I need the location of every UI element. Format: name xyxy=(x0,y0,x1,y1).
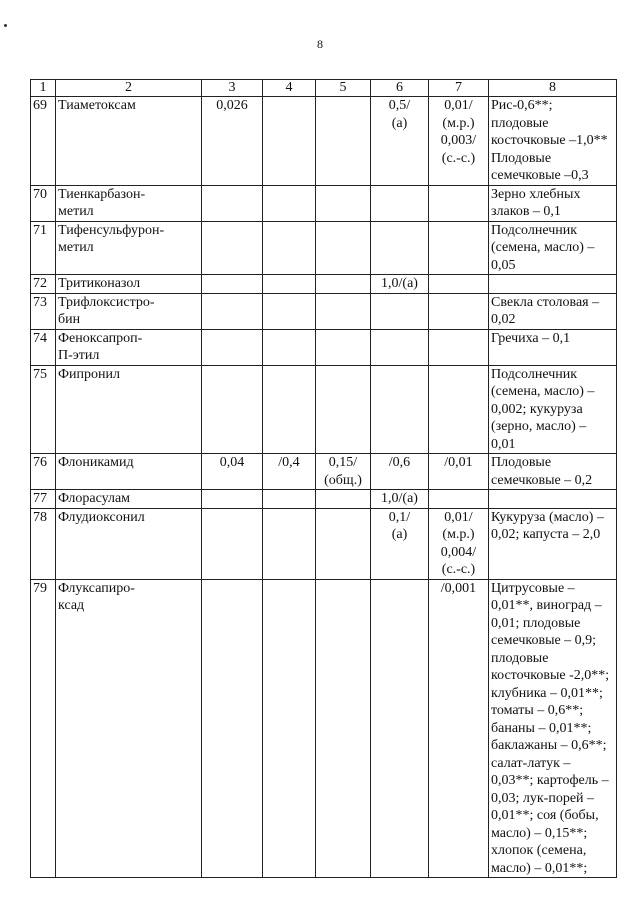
substance-name: Флудиоксонил xyxy=(56,508,202,579)
cell-col6: /0,6 xyxy=(371,454,429,490)
cell-col3 xyxy=(202,508,263,579)
cell-col3 xyxy=(202,185,263,221)
cell-col3: 0,026 xyxy=(202,97,263,186)
cell-col6: 0,1/ (а) xyxy=(371,508,429,579)
table-row xyxy=(31,97,617,186)
cell-col3 xyxy=(202,490,263,509)
row-number: 69 xyxy=(31,97,56,186)
cell-col7: /0,01 xyxy=(429,454,489,490)
row-number: 72 xyxy=(31,275,56,294)
cell-col3: 0,04 xyxy=(202,454,263,490)
column-header: 5 xyxy=(316,80,371,97)
residue-limits: Зерно хлебных злаков – 0,1 xyxy=(489,185,617,221)
row-number: 70 xyxy=(31,185,56,221)
cell-col5 xyxy=(316,221,371,275)
cell-col5 xyxy=(316,490,371,509)
cell-col3 xyxy=(202,293,263,329)
table-row xyxy=(31,365,617,454)
table-row xyxy=(31,275,617,294)
substance-name: Флуксапиро- ксад xyxy=(56,579,202,878)
residue-limits: Свекла столовая – 0,02 xyxy=(489,293,617,329)
residue-limits xyxy=(489,490,617,509)
residue-limits: Кукуруза (масло) – 0,02; капуста – 2,0 xyxy=(489,508,617,579)
table-header-row xyxy=(31,80,617,97)
cell-col6 xyxy=(371,185,429,221)
row-number: 76 xyxy=(31,454,56,490)
residue-limits: Плодовые семечковые – 0,2 xyxy=(489,454,617,490)
cell-col3 xyxy=(202,579,263,878)
residue-limits: Гречиха – 0,1 xyxy=(489,329,617,365)
substance-name: Тиаметоксам xyxy=(56,97,202,186)
cell-col5 xyxy=(316,293,371,329)
residue-limits: Подсолнечник (семена, масло) – 0,002; кукуруза (зерно, масло) – 0,01 xyxy=(489,365,617,454)
cell-col6 xyxy=(371,293,429,329)
column-header: 4 xyxy=(263,80,316,97)
row-number: 73 xyxy=(31,293,56,329)
cell-col4 xyxy=(263,221,316,275)
cell-col4 xyxy=(263,185,316,221)
substance-name: Феноксапроп- П-этил xyxy=(56,329,202,365)
table-row xyxy=(31,508,617,579)
residue-limits: Подсолнечник (семена, масло) – 0,05 xyxy=(489,221,617,275)
cell-col5 xyxy=(316,329,371,365)
column-header: 1 xyxy=(31,80,56,97)
substance-name: Тритиконазол xyxy=(56,275,202,294)
row-number: 79 xyxy=(31,579,56,878)
substance-name: Флорасулам xyxy=(56,490,202,509)
cell-col6 xyxy=(371,221,429,275)
cell-col4 xyxy=(263,293,316,329)
column-header: 7 xyxy=(429,80,489,97)
row-number: 74 xyxy=(31,329,56,365)
row-number: 77 xyxy=(31,490,56,509)
cell-col6: 1,0/(а) xyxy=(371,275,429,294)
cell-col7 xyxy=(429,221,489,275)
cell-col5 xyxy=(316,185,371,221)
cell-col7 xyxy=(429,490,489,509)
cell-col3 xyxy=(202,329,263,365)
cell-col5: 0,15/ (общ.) xyxy=(316,454,371,490)
cell-col5 xyxy=(316,365,371,454)
cell-col4 xyxy=(263,329,316,365)
cell-col7 xyxy=(429,293,489,329)
residue-limits xyxy=(489,275,617,294)
cell-col4 xyxy=(263,490,316,509)
column-header: 2 xyxy=(56,80,202,97)
cell-col4: /0,4 xyxy=(263,454,316,490)
substance-name: Тифенсульфурон- метил xyxy=(56,221,202,275)
cell-col3 xyxy=(202,365,263,454)
cell-col7: 0,01/ (м.р.) 0,003/ (с.-с.) xyxy=(429,97,489,186)
residue-limits: Рис-0,6**; плодовые косточковые –1,0** Плодовые семечковые –0,3 xyxy=(489,97,617,186)
cell-col5 xyxy=(316,97,371,186)
page-number: 8 xyxy=(317,37,323,51)
regulation-table xyxy=(30,79,617,878)
substance-name: Трифлоксистро- бин xyxy=(56,293,202,329)
cell-col6 xyxy=(371,579,429,878)
cell-col6 xyxy=(371,329,429,365)
table-row xyxy=(31,454,617,490)
cell-col7 xyxy=(429,185,489,221)
cell-col5 xyxy=(316,579,371,878)
table-body xyxy=(31,80,617,878)
substance-name: Флоникамид xyxy=(56,454,202,490)
scan-speck xyxy=(4,24,7,27)
cell-col5 xyxy=(316,275,371,294)
substance-name: Тиенкарбазон- метил xyxy=(56,185,202,221)
table-row xyxy=(31,185,617,221)
cell-col4 xyxy=(263,365,316,454)
column-header: 8 xyxy=(489,80,617,97)
cell-col4 xyxy=(263,97,316,186)
cell-col6: 0,5/ (а) xyxy=(371,97,429,186)
cell-col3 xyxy=(202,275,263,294)
cell-col6 xyxy=(371,365,429,454)
table-row xyxy=(31,329,617,365)
cell-col7 xyxy=(429,365,489,454)
substance-name: Фипронил xyxy=(56,365,202,454)
cell-col4 xyxy=(263,275,316,294)
cell-col5 xyxy=(316,508,371,579)
table-row xyxy=(31,490,617,509)
cell-col6: 1,0/(а) xyxy=(371,490,429,509)
table-row xyxy=(31,221,617,275)
table-row xyxy=(31,579,617,878)
residue-limits: Цитрусовые – 0,01**, виноград – 0,01; плодовые семечковые – 0,9; плодовые косточковые -2,0**; клубника – 0,01**; томаты – 0,6**; бананы – 0,01**; баклажаны – 0,6**; салат-латук – 0,03**; картофель – 0,03; лук-порей – 0,01**; соя (бобы, масло) – 0,15**; хлопок (семена, масло) – 0,01**; xyxy=(489,579,617,878)
row-number: 71 xyxy=(31,221,56,275)
table-row xyxy=(31,293,617,329)
column-header: 3 xyxy=(202,80,263,97)
cell-col4 xyxy=(263,579,316,878)
cell-col7: /0,001 xyxy=(429,579,489,878)
row-number: 78 xyxy=(31,508,56,579)
row-number: 75 xyxy=(31,365,56,454)
column-header: 6 xyxy=(371,80,429,97)
cell-col4 xyxy=(263,508,316,579)
cell-col7: 0,01/ (м.р.) 0,004/ (с.-с.) xyxy=(429,508,489,579)
cell-col3 xyxy=(202,221,263,275)
cell-col7 xyxy=(429,275,489,294)
cell-col7 xyxy=(429,329,489,365)
